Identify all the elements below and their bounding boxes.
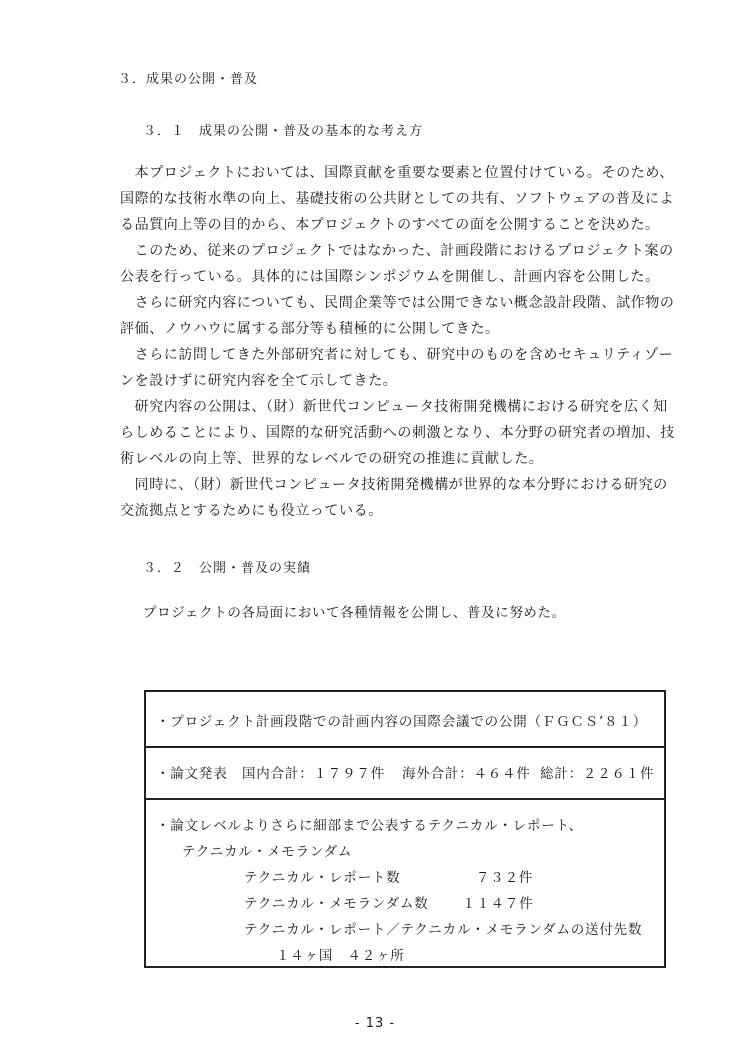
body-line: 研究内容の公開は、（財）新世代コンピュータ技術開発機構における研究を広く知 [120, 399, 668, 415]
body-line: ンを設けずに研究内容を全て示してきた。 [120, 373, 398, 389]
box-divider [146, 746, 664, 748]
body-line: 国際的な技術水準の向上、基礎技術の公共財としての共有、ソフトウェアの普及によ [120, 191, 675, 207]
body-line: 同時に、（財）新世代コンピュータ技術開発機構が世界的な本分野における研究の [120, 477, 668, 493]
tech-report-count-value: ７３２件 [476, 870, 534, 886]
body-line: らしめることにより、国際的な研究活動への刺激となり、本分野の研究者の増加、技 [120, 425, 675, 441]
box-row-papers-label: ・論文発表 [156, 766, 228, 782]
body-line: 評価、ノウハウに属する部分等も積極的に公開してきた。 [120, 321, 500, 337]
body-line: さらに訪問してきた外部研究者に対しても、研究中のものを含めセキュリティゾー [120, 347, 674, 363]
papers-total: 総計：２２６１件 [540, 766, 655, 782]
body-line: このため、従来のプロジェクトではなかった、計画段階におけるプロジェクト案の [120, 243, 674, 259]
body-line: 術レベルの向上等、世界的なレベルでの研究の推進に貢献した。 [120, 451, 544, 467]
body-line: る品質向上等の目的から、本プロジェクトのすべての面を公開することを決めた。 [120, 217, 660, 233]
body-line: 公表を行っている。具体的には国際シンポジウムを開催し、計画内容を公開した。 [120, 269, 660, 285]
page-number: - 13 - [354, 1016, 396, 1031]
section-3-heading: ３．成果の公開・普及 [118, 72, 259, 87]
papers-domestic: 国内合計：１７９７件 [242, 766, 385, 782]
box-divider [146, 798, 664, 800]
section-3-2-intro: プロジェクトの各局面において各種情報を公開し、普及に努めた。 [143, 605, 566, 621]
section-3-1-heading: ３．１ 成果の公開・普及の基本的な考え方 [143, 124, 424, 139]
tech-memo-intro: テクニカル・メモランダム [182, 844, 353, 860]
results-box [144, 690, 666, 968]
tech-memo-count-value: １１４７件 [462, 896, 534, 912]
distribution-value: １４ヶ国 ４２ヶ所 [276, 948, 405, 964]
body-line: 交流拠点とするためにも役立っている。 [120, 503, 383, 519]
box-row-conference: ・プロジェクト計画段階での計画内容の国際会議での公開（ＦＧＣＳ’８１） [156, 714, 648, 730]
tech-memo-count-label: テクニカル・メモランダム数 [244, 896, 429, 912]
section-3-2-heading: ３．２ 公開・普及の実績 [143, 561, 312, 576]
papers-overseas: 海外合計：４６４件 [402, 766, 531, 782]
body-line: 本プロジェクトにおいては、国際貢献を重要な要素と位置付けている。そのため、 [120, 165, 674, 181]
tech-report-count-label: テクニカル・レポート数 [244, 870, 401, 886]
tech-report-intro: ・論文レベルよりさらに細部まで公表するテクニカル・レポート、 [156, 818, 583, 834]
body-line: さらに研究内容についても、民間企業等では公開できない概念設計段階、試作物の [120, 295, 675, 311]
distribution-label: テクニカル・レポート／テクニカル・メモランダムの送付先数 [244, 922, 643, 938]
